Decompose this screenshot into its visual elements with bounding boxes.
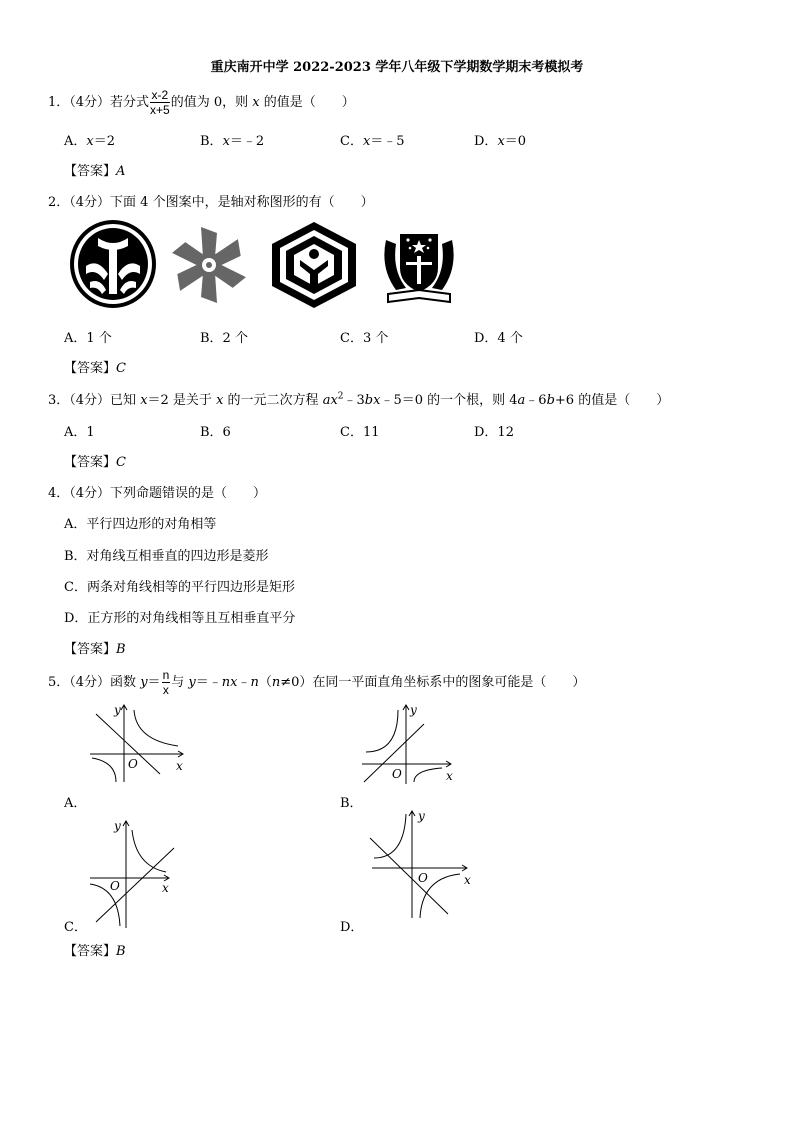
- q3-option-a: A．1: [64, 425, 95, 440]
- emblem-2-image: [168, 222, 250, 308]
- question-1: 1．（4分）若分式 $\frac{x-2}{x+5}$ 的值为 0，则 x 的值是（ ）: [48, 88, 355, 117]
- q2-option-a: A．1 个: [64, 331, 112, 346]
- q2-option-b: B．2 个: [200, 331, 248, 346]
- q3-option-d: D．12: [474, 425, 514, 440]
- q2-option-c: C．3 个: [340, 331, 389, 346]
- page-title: 重庆南开中学 2022-2023 学年八年级下学期数学期末考模拟考: [210, 60, 584, 75]
- graph-b: [358, 702, 468, 786]
- q4-option-c: C．两条对角线相等的平行四边形是矩形: [64, 580, 295, 595]
- axis-y-label: y: [418, 809, 425, 823]
- q2-answer: 【答案】C: [64, 361, 126, 376]
- origin-label: O: [392, 767, 402, 781]
- axis-y-label: y: [410, 703, 417, 717]
- question-3: 3．（4分）已知 x＝2 是关于 x 的一元二次方程 $ax^2﹣3bx﹣5=0$ 的一个根，则 4a﹣6b+6 的值是（ ）: [48, 391, 670, 408]
- q3-option-c: C．11: [340, 425, 380, 440]
- q1-option-b: B．x＝﹣2: [200, 134, 265, 149]
- q5-option-a: A．: [64, 796, 87, 811]
- q4-option-d: D．正方形的对角线相等且互相垂直平分: [64, 611, 296, 626]
- q1-answer: 【答案】A: [64, 164, 126, 179]
- q2-option-d: D．4 个: [474, 331, 523, 346]
- question-5: 5．（4分）函数 y＝ $\frac{n}{x}$ 与 y＝﹣nx﹣n（n≠0）在同一平面直角坐标系中的图象可能是（ ）: [48, 668, 586, 697]
- emblem-1-image: [68, 218, 158, 310]
- question-2: 2．（4分）下面 4 个图案中，是轴对称图形的有（ ）: [48, 195, 374, 210]
- fraction: $\frac{x-2}{x+5}$: [150, 88, 170, 117]
- q5-option-b: B．: [340, 796, 363, 811]
- axis-y-label: y: [114, 819, 121, 833]
- q3-option-b: B．6: [200, 425, 231, 440]
- graph-c: [86, 816, 196, 930]
- q4-option-a: A．平行四边形的对角相等: [64, 517, 217, 532]
- origin-label: O: [110, 879, 120, 893]
- origin-label: O: [128, 757, 138, 771]
- axis-x-label: x: [446, 769, 453, 783]
- axis-x-label: x: [162, 881, 169, 895]
- emblem-3-image: [268, 220, 360, 310]
- q4-option-b: B．对角线互相垂直的四边形是菱形: [64, 549, 269, 564]
- axis-x-label: x: [464, 873, 471, 887]
- q1-option-a: A．x＝2: [64, 134, 116, 149]
- graph-a: [86, 700, 196, 784]
- graph-d: [360, 808, 476, 920]
- q5-option-c: C．: [64, 920, 87, 935]
- fraction: $\frac{n}{x}$: [162, 668, 170, 697]
- axis-y-label: y: [114, 703, 121, 717]
- q3-answer: 【答案】C: [64, 455, 126, 470]
- q4-answer: 【答案】B: [64, 642, 126, 657]
- q1-option-d: D．x＝0: [474, 134, 527, 149]
- question-4: 4．（4分）下列命题错误的是（ ）: [48, 486, 267, 501]
- q5-answer: 【答案】B: [64, 944, 126, 959]
- emblem-4-image: [376, 218, 462, 308]
- q5-option-d: D．: [340, 920, 364, 935]
- axis-x-label: x: [176, 759, 183, 773]
- origin-label: O: [418, 871, 428, 885]
- q1-option-c: C．x＝﹣5: [340, 134, 405, 149]
